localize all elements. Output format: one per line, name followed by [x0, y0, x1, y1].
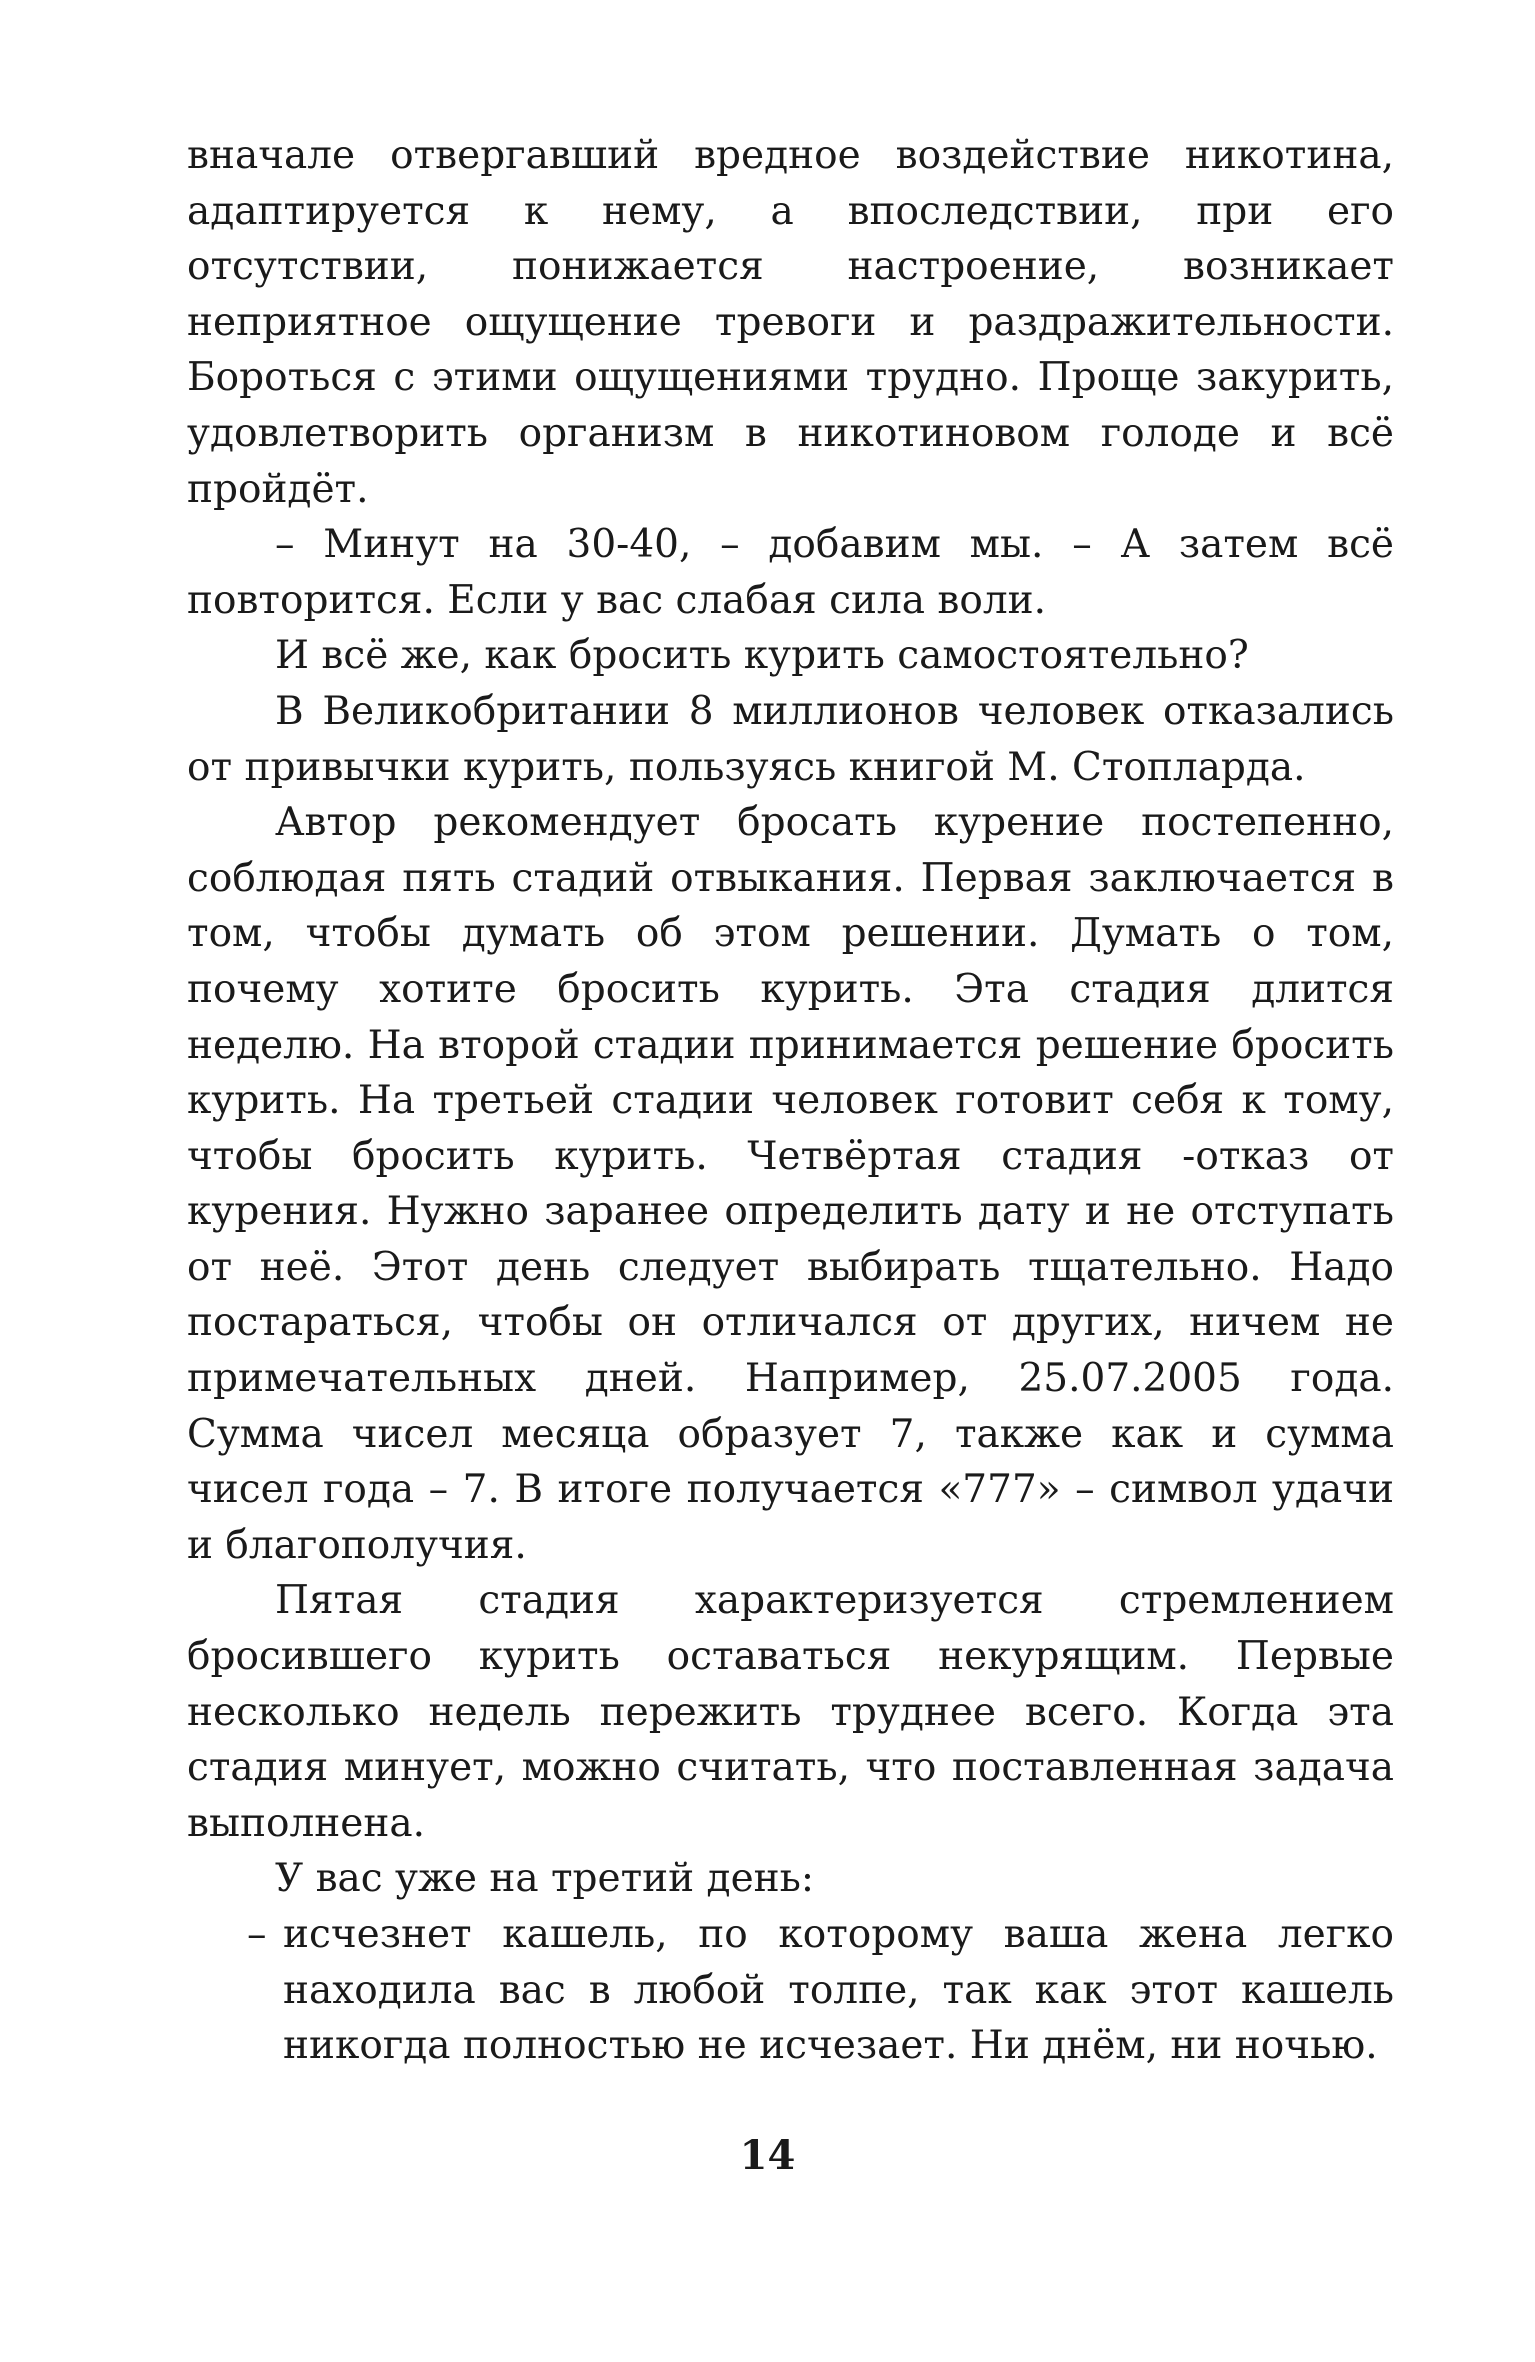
- paragraph-dialogue: – Минут на 30-40, – добавим мы. – А затем всё повторится. Если у вас слабая сила воли.: [187, 522, 1394, 623]
- dash-list: [187, 1907, 1394, 2074]
- page-body: [187, 128, 1394, 2074]
- paragraph-continuation: вначале отвергавший вредное воздействие никотина, адаптируется к нему, а впоследствии, при его отсутствии, понижается настроение, возникает неприятное ощущение тревоги и раздражительности. Бороться с этими ощущениями трудно. Проще закурить, удовлетворить организм в никотиновом голоде и всё пройдёт.: [187, 133, 1394, 512]
- paragraph-question: И всё же, как бросить курить самостоятельно?: [275, 633, 1249, 679]
- list-item: – исчезнет кашель, по которому ваша жена легко находила вас в любой толпе, так как этот кашель никогда полностью не исчезает. Ни днём, ни ночью.: [283, 1907, 1394, 2074]
- paragraph-stages: Автор рекомендует бросать курение постепенно, соблюдая пять стадий отвыкания. Первая заключается в том, чтобы думать об этом решении. Думать о том, почему хотите бросить курить. Эта стадия длится неделю. На второй стадии принимается решение бросить курить. На третьей стадии человек готовит себя к тому, чтобы бросить курить. Четвёртая стадия -отказ от курения. Нужно заранее определить дату и не отступать от неё. Этот день следует выбирать тщательно. Надо постараться, чтобы он отличался от других, ничем не примечательных дней. Например, 25.07.2005 года. Сумма чисел месяца образует 7, также как и сумма чисел года – 7. В итоге получается «777» – символ удачи и благополучия.: [187, 800, 1394, 1568]
- page-number: 14: [739, 2132, 796, 2179]
- paragraph-third-day: У вас уже на третий день:: [275, 1856, 815, 1902]
- paragraph-fifth-stage: Пятая стадия характеризуется стремлением бросившего курить оставаться некурящим. Первые несколько недель пережить труднее всего. Когда эта стадия минует, можно считать, что поставленная задача выполнена.: [187, 1578, 1394, 1846]
- paragraph-britain: В Великобритании 8 миллионов человек отказались от привычки курить, пользуясь книгой М. Стопларда.: [187, 688, 1394, 790]
